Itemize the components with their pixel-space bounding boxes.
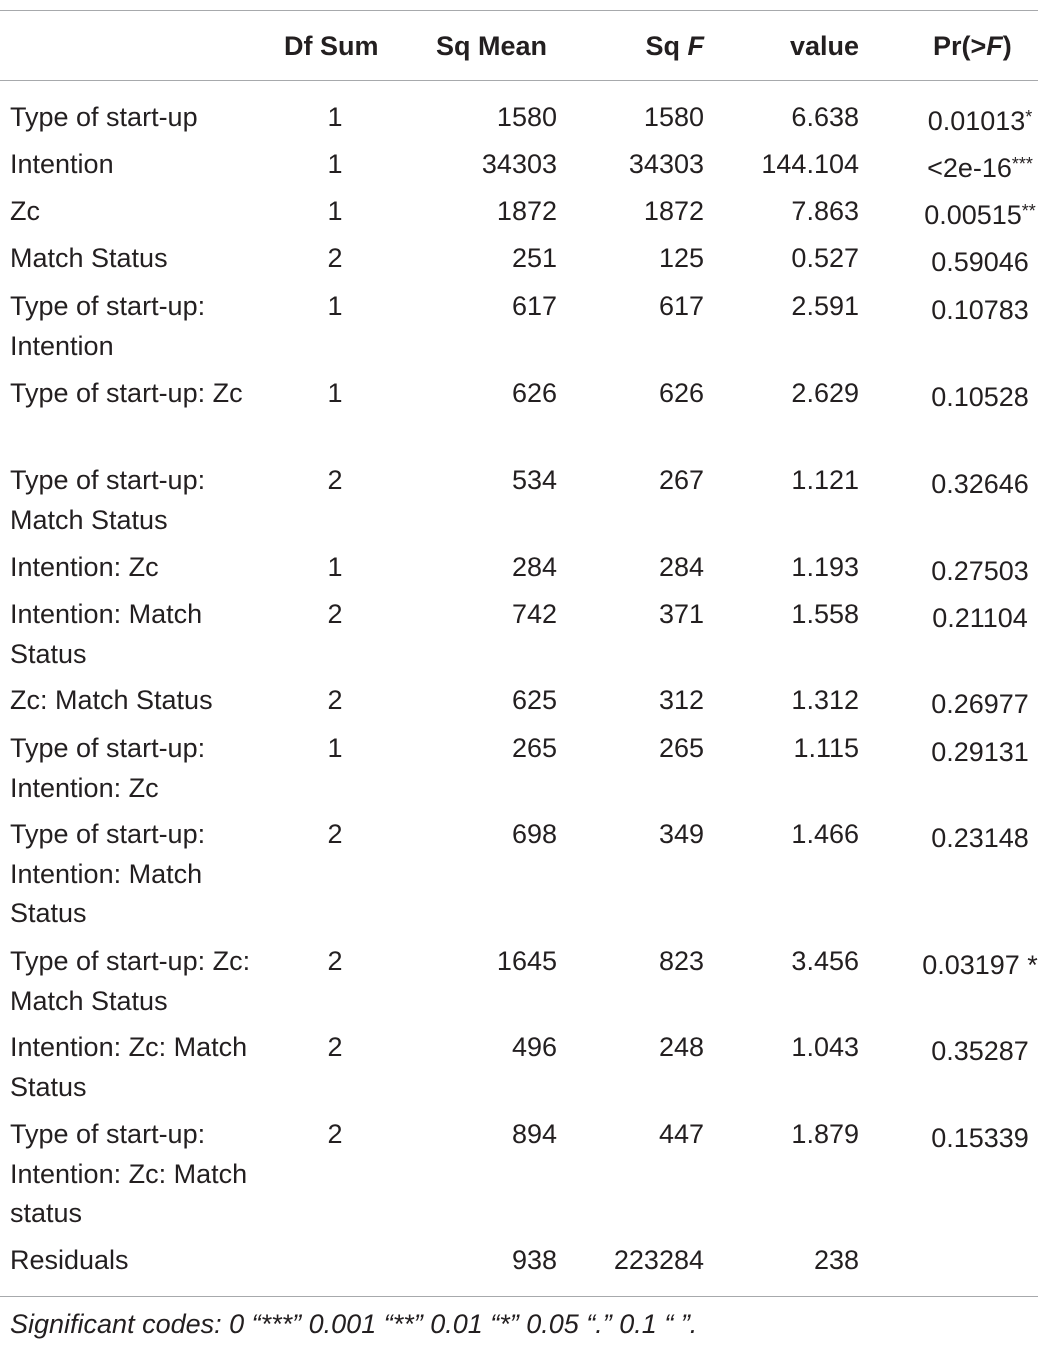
source-cell: Intention: Zc: Match Status [10, 1032, 248, 1102]
p-value: 0.59046 [931, 247, 1029, 277]
sumsq-cell: 617 [511, 291, 557, 321]
significance-code: ** [1021, 201, 1036, 221]
p-cell [900, 145, 1052, 189]
significance-code: * [1025, 107, 1033, 127]
p-value: 0.21104 [932, 603, 1028, 633]
top-rule [0, 10, 1038, 11]
p-cell [900, 98, 1052, 142]
header-p-prefix: Pr(> [933, 31, 987, 61]
meansq-cell: 617 [658, 291, 704, 321]
df-cell: 2 [327, 1119, 343, 1149]
p-cell [900, 595, 1052, 639]
meansq-cell: 267 [658, 465, 704, 495]
f-cell: 1.043 [791, 1032, 859, 1062]
meansq-cell: 1580 [643, 102, 704, 132]
bottom-rule [0, 1296, 1038, 1297]
p-value: 0.32646 [931, 469, 1029, 499]
p-cell [900, 548, 1052, 592]
header-sumsq: Sq Mean [436, 31, 548, 61]
df-cell: 1 [327, 733, 343, 763]
header-p-f: F [986, 31, 1003, 61]
source-cell: Zc [10, 196, 40, 226]
p-value: 0.35287 [931, 1036, 1029, 1066]
f-cell: 238 [813, 1245, 859, 1275]
sumsq-cell: 1645 [496, 946, 557, 976]
source-cell: Zc: Match Status [10, 685, 213, 715]
sumsq-cell: 894 [511, 1119, 557, 1149]
df-cell: 1 [327, 102, 343, 132]
p-cell [900, 1115, 1052, 1159]
meansq-cell: 349 [658, 819, 704, 849]
meansq-cell: 223284 [613, 1245, 704, 1275]
f-cell: 1.879 [791, 1119, 859, 1149]
meansq-cell: 1872 [643, 196, 704, 226]
df-cell: 1 [327, 552, 343, 582]
source-cell: Residuals [10, 1245, 129, 1275]
sumsq-cell: 742 [511, 599, 557, 629]
p-value: 0.10528 [931, 382, 1029, 412]
f-cell: 3.456 [791, 946, 859, 976]
p-value: 0.23148 [931, 823, 1029, 853]
f-cell: 1.466 [791, 819, 859, 849]
header-meansq [645, 29, 704, 63]
f-cell: 2.629 [791, 378, 859, 408]
f-cell: 2.591 [791, 291, 859, 321]
df-cell: 2 [327, 599, 343, 629]
source-cell: Type of start-up [10, 102, 198, 132]
f-cell: 6.638 [791, 102, 859, 132]
df-cell: 2 [327, 819, 343, 849]
p-value: 0.15339 [931, 1123, 1029, 1153]
p-value: 0.27503 [931, 556, 1029, 586]
df-cell: 1 [327, 378, 343, 408]
p-value: <2e-16 [927, 153, 1012, 183]
sumsq-cell: 1580 [496, 102, 557, 132]
sumsq-cell: 284 [511, 552, 557, 582]
sumsq-cell: 265 [511, 733, 557, 763]
source-cell: Type of start-up: Zc [10, 378, 243, 408]
p-cell [900, 1028, 1052, 1072]
f-cell: 0.527 [791, 243, 859, 273]
sumsq-cell: 34303 [481, 149, 557, 179]
header-f: value [789, 31, 859, 61]
f-cell: 1.312 [791, 685, 859, 715]
meansq-cell: 125 [658, 243, 704, 273]
p-cell [900, 815, 1052, 859]
f-cell: 1.121 [791, 465, 859, 495]
p-cell [900, 942, 1052, 986]
sumsq-cell: 626 [511, 378, 557, 408]
source-cell: Type of start-up: Zc: Match Status [10, 946, 251, 1016]
p-value: 0.00515 [924, 200, 1022, 230]
p-value: 0.26977 [931, 689, 1029, 719]
meansq-cell: 34303 [628, 149, 704, 179]
header-meansq-text: Sq [645, 31, 688, 61]
source-cell: Type of start-up: Match Status [10, 465, 206, 535]
meansq-cell: 265 [658, 733, 704, 763]
source-cell: Type of start-up: Intention: Zc: Match status [10, 1119, 248, 1228]
header-p-suffix: ) [1002, 31, 1012, 61]
meansq-cell: 823 [658, 946, 704, 976]
p-value: 0.01013 [927, 106, 1026, 136]
p-cell [900, 192, 1052, 236]
sumsq-cell: 625 [511, 685, 557, 715]
sumsq-cell: 251 [511, 243, 557, 273]
p-value: 0.29131 [931, 737, 1029, 767]
df-cell: 2 [327, 465, 343, 495]
meansq-cell: 284 [658, 552, 704, 582]
source-cell: Type of start-up: Intention: Match Status [10, 819, 206, 928]
f-cell: 1.115 [793, 733, 859, 763]
significance-footnote: Significant codes: 0 “***” 0.001 “**” 0.01 “*” 0.05 “.” 0.1 “ ”. [10, 1309, 698, 1339]
p-cell [900, 461, 1052, 505]
sumsq-cell: 1872 [496, 196, 557, 226]
sumsq-cell: 496 [511, 1032, 557, 1062]
p-cell [900, 374, 1052, 418]
source-cell: Type of start-up: Intention: Zc [10, 733, 206, 803]
meansq-cell: 312 [658, 685, 704, 715]
header-df: Df Sum [284, 31, 379, 61]
header-p [933, 29, 1012, 63]
meansq-cell: 447 [658, 1119, 704, 1149]
sumsq-cell: 698 [511, 819, 557, 849]
p-cell [900, 239, 1052, 283]
df-cell: 1 [327, 196, 343, 226]
f-cell: 7.863 [791, 196, 859, 226]
p-cell [900, 287, 1052, 331]
f-cell: 144.104 [761, 149, 859, 179]
df-cell: 2 [327, 243, 343, 273]
df-cell: 2 [327, 685, 343, 715]
sumsq-cell: 938 [511, 1245, 557, 1275]
source-cell: Intention: Match Status [10, 599, 203, 669]
source-cell: Intention: Zc [10, 552, 159, 582]
p-cell [900, 729, 1052, 773]
source-cell: Type of start-up: Intention [10, 291, 206, 361]
sumsq-cell: 534 [511, 465, 557, 495]
meansq-cell: 371 [658, 599, 704, 629]
p-value: 0.03197 * [922, 950, 1038, 980]
meansq-cell: 626 [658, 378, 704, 408]
df-cell: 2 [327, 1032, 343, 1062]
header-rule [0, 80, 1038, 81]
p-cell [900, 681, 1052, 725]
header-meansq-f: F [687, 31, 704, 61]
f-cell: 1.558 [791, 599, 859, 629]
df-cell: 2 [327, 946, 343, 976]
df-cell: 1 [327, 149, 343, 179]
meansq-cell: 248 [658, 1032, 704, 1062]
source-cell: Intention [10, 149, 114, 179]
f-cell: 1.193 [791, 552, 859, 582]
df-cell: 1 [327, 291, 343, 321]
significance-code: *** [1011, 154, 1033, 174]
source-cell: Match Status [10, 243, 168, 273]
p-value: 0.10783 [931, 295, 1029, 325]
